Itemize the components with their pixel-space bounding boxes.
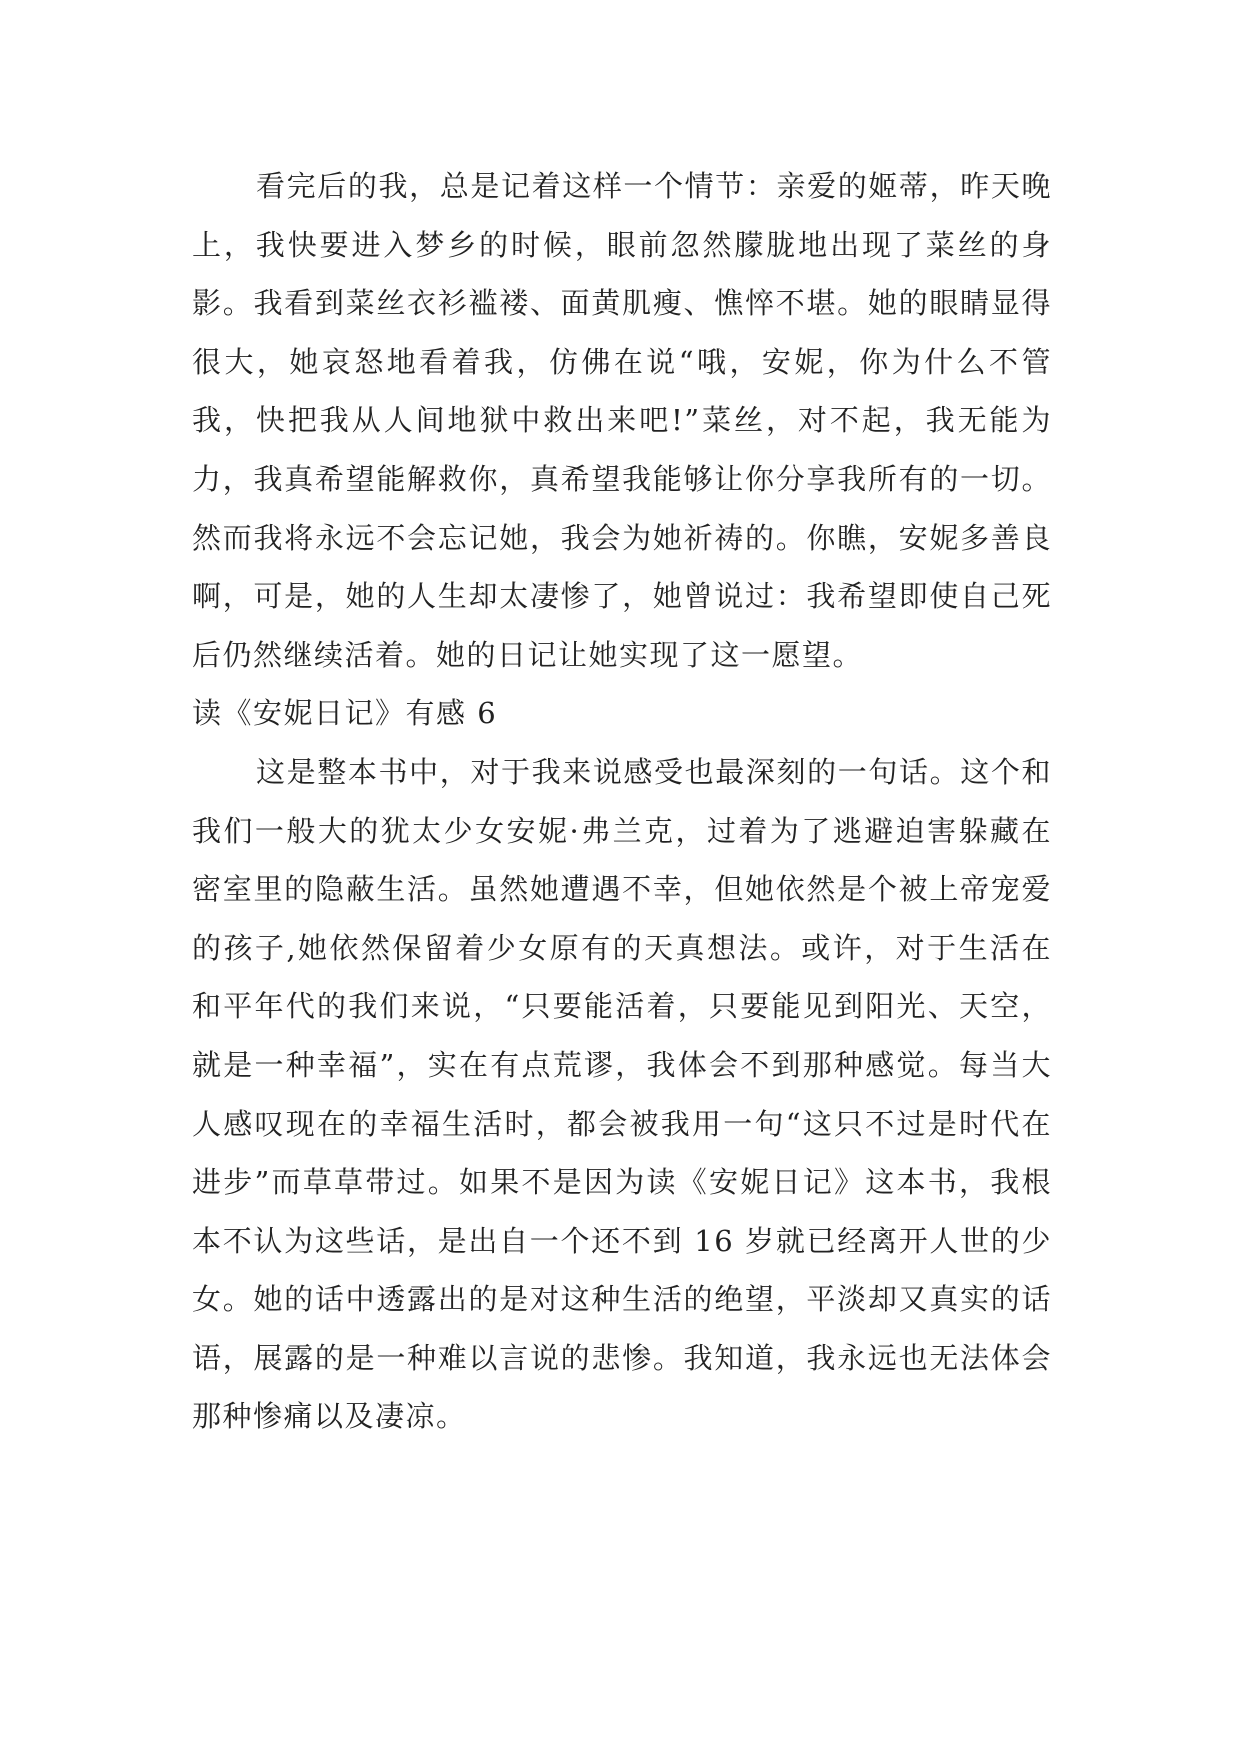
body-paragraph: 这是整本书中，对于我来说感受也最深刻的一句话。这个和我们一般大的犹太少女安妮·弗兰克，过着为了逃避迫害躲藏在密室里的隐蔽生活。虽然她遭遇不幸，但她依然是个被上帝宠爱的孩子,她依然保留着少女原有的天真想法。或许，对于生活在和平年代的我们来说，“只要能活着，只要能见到阳光、天空，就是一种幸福”，实在有点荒谬，我体会不到那种感觉。每当大人感叹现在的幸福生活时，都会被我用一句“这只不过是时代在进步”而草草带过。如果不是因为读《安妮日记》这本书，我根本不认为这些话，是出自一个还不到 16 岁就已经离开人世的少女。她的话中透露出的是对这种生活的绝望，平淡却又真实的话语，展露的是一种难以言说的悲惨。我知道，我永远也无法体会那种惨痛以及凄凉。 [192,754,1052,1434]
document-page [192,157,1052,1446]
body-paragraph: 看完后的我，总是记着这样一个情节：亲爱的姬蒂，昨天晚上，我快要进入梦乡的时候，眼前忽然朦胧地出现了菜丝的身影。我看到菜丝衣衫褴褛、面黄肌瘦、憔悴不堪。她的眼睛显得很大，她哀怒地看着我，仿佛在说“哦，安妮，你为什么不管我，快把我从人间地狱中救出来吧!”菜丝，对不起，我无能为力，我真希望能解救你，真希望我能够让你分享我所有的一切。然而我将永远不会忘记她，我会为她祈祷的。你瞧，安妮多善良啊，可是，她的人生却太凄惨了，她曾说过：我希望即使自己死后仍然继续活着。她的日记让她实现了这一愿望。 [192,169,1052,672]
section-heading: 读《安妮日记》有感 6 [192,696,498,731]
